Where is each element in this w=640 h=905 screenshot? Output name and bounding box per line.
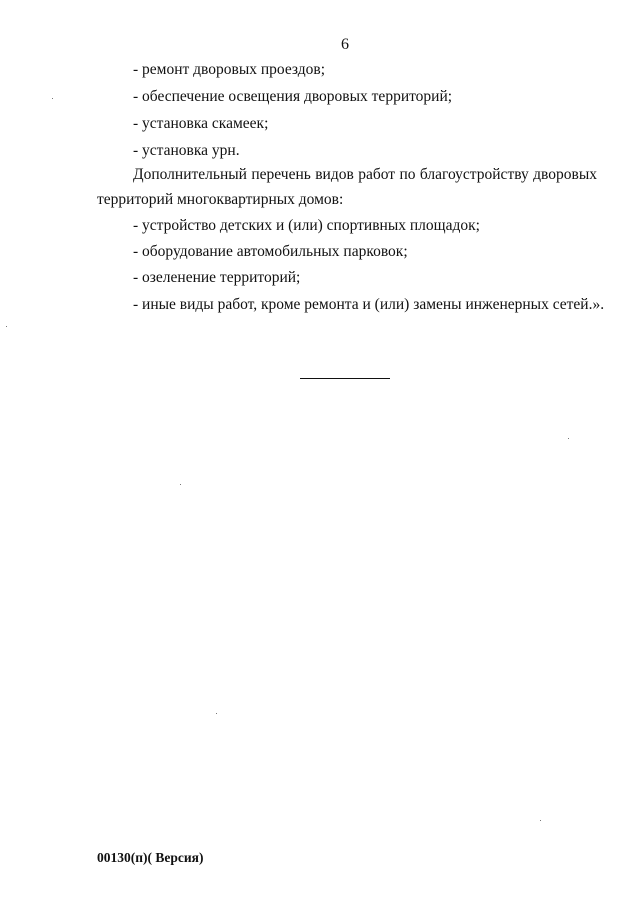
list-item: - установка урн. [133,142,240,159]
scan-speck [180,484,181,485]
divider [300,378,390,379]
list-item: - ремонт дворовых проездов; [133,61,326,78]
list-item: - устройство детских и (или) спортивных площадок; [133,217,480,234]
scan-speck [216,713,217,714]
paragraph-line: Дополнительный перечень видов работ по благоустройству дворовых [133,166,597,183]
scan-speck [540,820,541,821]
list-item: - озеленение территорий; [133,269,301,286]
list-item: - установка скамеек; [133,115,269,132]
list-item: - обеспечение освещения дворовых территорий; [133,88,453,105]
footer-code: 00130(п)( Версия) [97,850,204,865]
scan-speck [52,98,53,99]
scan-speck [6,326,7,327]
scan-speck [568,438,569,439]
list-item: - иные виды работ, кроме ремонта и (или) замены инженерных сетей.». [133,296,605,313]
list-item: - оборудование автомобильных парковок; [133,243,408,260]
page-number: 6 [341,36,349,53]
paragraph-line: территорий многоквартирных домов: [97,191,344,208]
